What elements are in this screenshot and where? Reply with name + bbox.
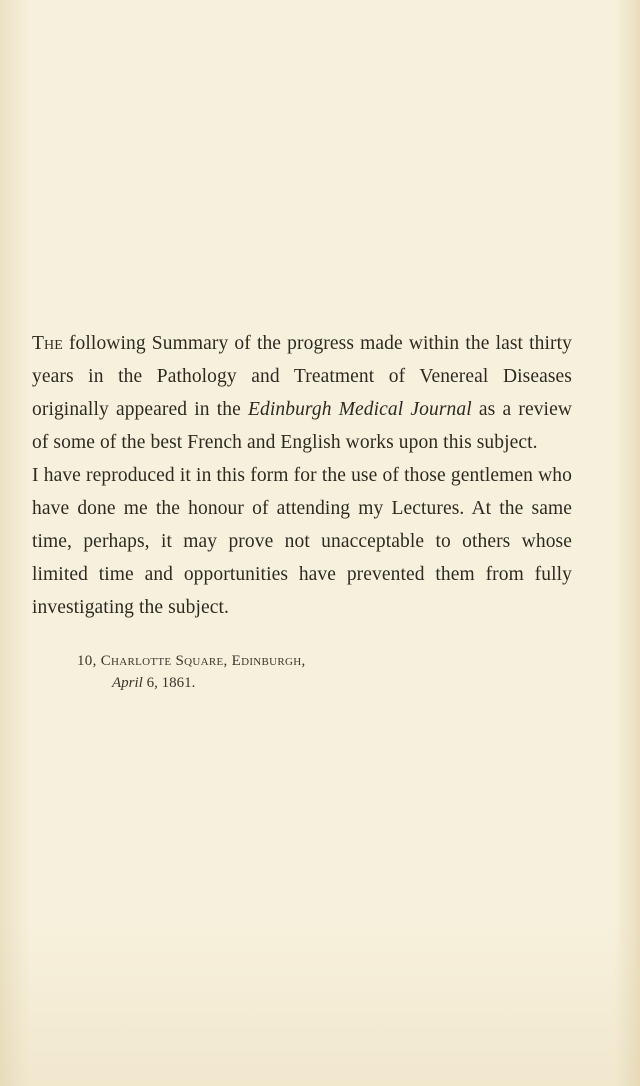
journal-title: Edinburgh Medical Journal xyxy=(247,399,472,420)
paragraph-1-text-a: following Summary of the progress made within the last thirty years in the Pathology and Treatment of Venereal Diseases originally appeared in the xyxy=(32,333,572,420)
paragraph-2-text: I have reproduced it in this form for the use of those gentlemen who have done me the honour of attending my Lectures. At the same time, perhaps, it may prove not unacceptable to others whose limited time and opportunities have prevented them from fully investigating the subject. xyxy=(32,465,572,618)
preface-text xyxy=(32,327,572,624)
signature-date-rest: 6, 1861. xyxy=(142,675,196,691)
signature-address: 10, Charlotte Square, Edinburgh, xyxy=(77,653,306,669)
preface-paragraph-2 xyxy=(32,459,572,624)
paragraph-1-text-b: as a review of some of the best French and English works upon this subject. xyxy=(32,399,573,453)
signature-date-month: April xyxy=(112,675,143,691)
opening-word: The xyxy=(32,333,63,354)
preface-paragraph-1 xyxy=(32,327,572,459)
signature-date xyxy=(77,672,306,694)
signature-block xyxy=(77,650,306,694)
